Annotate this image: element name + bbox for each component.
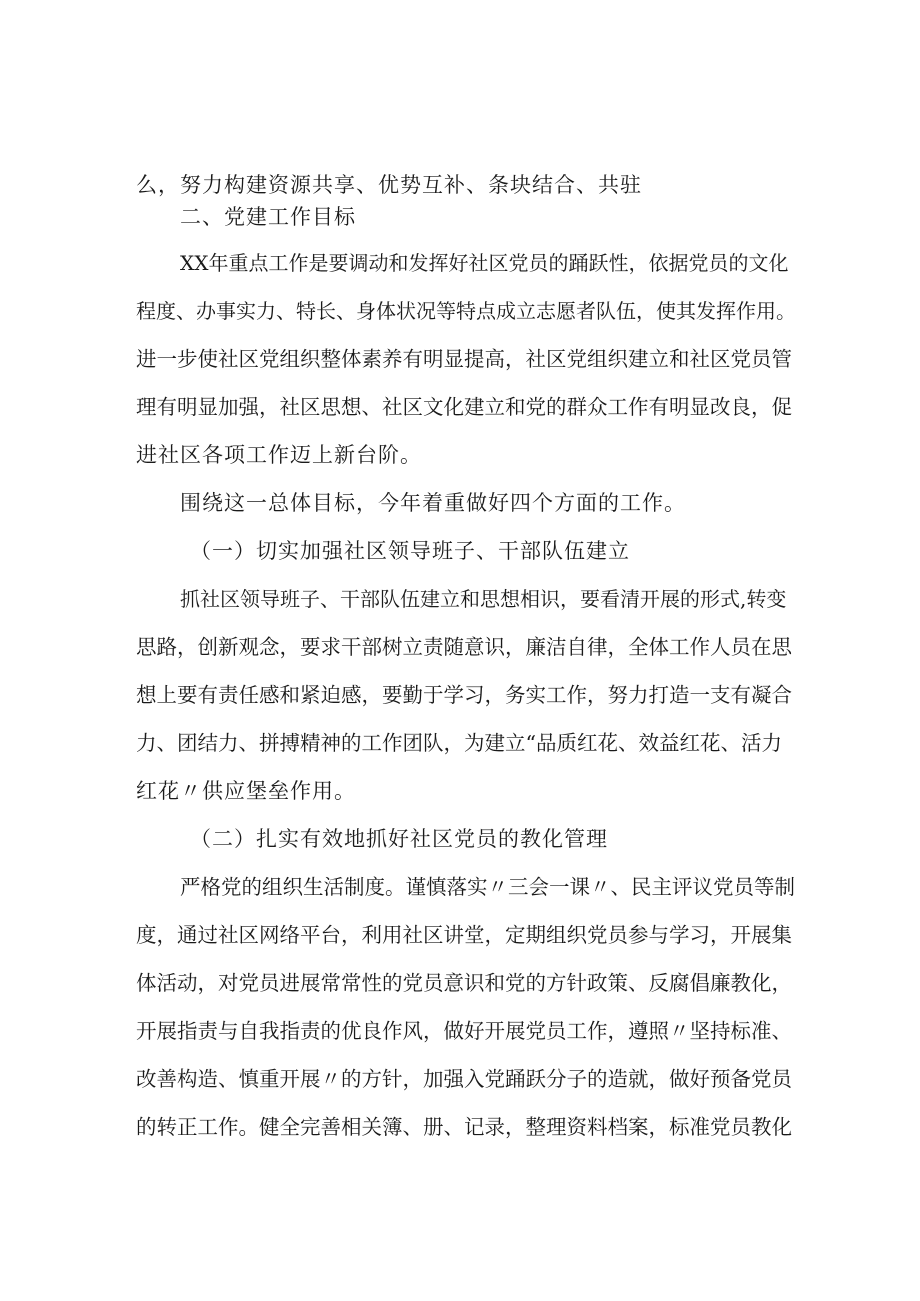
- text-line: 思路，创新观念，要求干部树立责随意识，廉洁自律，全体工作人员在思: [136, 635, 792, 659]
- text-line: 度，通过社区网络平台，利用社区讲堂，定期组织党员参与学习，开展集: [136, 923, 792, 947]
- text-line: 理有明显加强，社区思想、社区文化建立和党的群众工作有明显改良，促: [136, 395, 792, 419]
- text-line: 改善构造、慎重开展〃的方针，加强入党踊跃分子的造就，做好预备党员: [136, 1067, 792, 1091]
- text-line: 的转正工作。健全完善相关簿、册、记录，整理资料档案，标准党员教化: [136, 1115, 792, 1139]
- text-line: 想上要有责任感和紧迫感，要勤于学习，务实工作，努力打造一支有凝合: [136, 683, 792, 707]
- text-line: XX年重点工作是要调动和发挥好社区党员的踊跃性，依据党员的文化: [180, 251, 789, 275]
- text-line: 进社区各项工作迈上新台阶。: [136, 443, 422, 467]
- text-line: 红花〃供应堡垒作用。: [136, 779, 356, 803]
- text-line: 围绕这一总体目标，今年着重做好四个方面的工作。: [180, 491, 686, 515]
- text-line: 抓社区领导班子、干部队伍建立和思想相识，要看清开展的形式,转变: [180, 587, 787, 611]
- text-line: 程度、办事实力、特长、身体状况等特点成立志愿者队伍，使其发挥作用。: [136, 299, 796, 323]
- text-line: 么，努力构建资源共享、优势互补、条块结合、共驻: [136, 173, 642, 197]
- text-line: 进一步使社区党组织整体素养有明显提高，社区党组织建立和社区党员管: [136, 347, 792, 371]
- section-heading: 二、党建工作目标: [180, 205, 356, 229]
- text-line: 体活动，对党员进展常常性的党员意识和党的方针政策、反腐倡廉教化，: [136, 971, 792, 995]
- subsection-heading: （二）扎实有效地抓好社区党员的教化管理: [190, 827, 608, 851]
- text-line: 力、团结力、拼搏精神的工作团队，为建立“品质红花、效益红花、活力: [136, 731, 782, 755]
- text-line: 严格党的组织生活制度。谨慎落实〃三会一课〃、民主评议党员等制: [180, 875, 795, 899]
- subsection-heading: （一）切实加强社区领导班子、干部队伍建立: [190, 539, 630, 563]
- text-line: 开展指责与自我指责的优良作风，做好开展党员工作，遵照〃坚持标准、: [136, 1019, 792, 1043]
